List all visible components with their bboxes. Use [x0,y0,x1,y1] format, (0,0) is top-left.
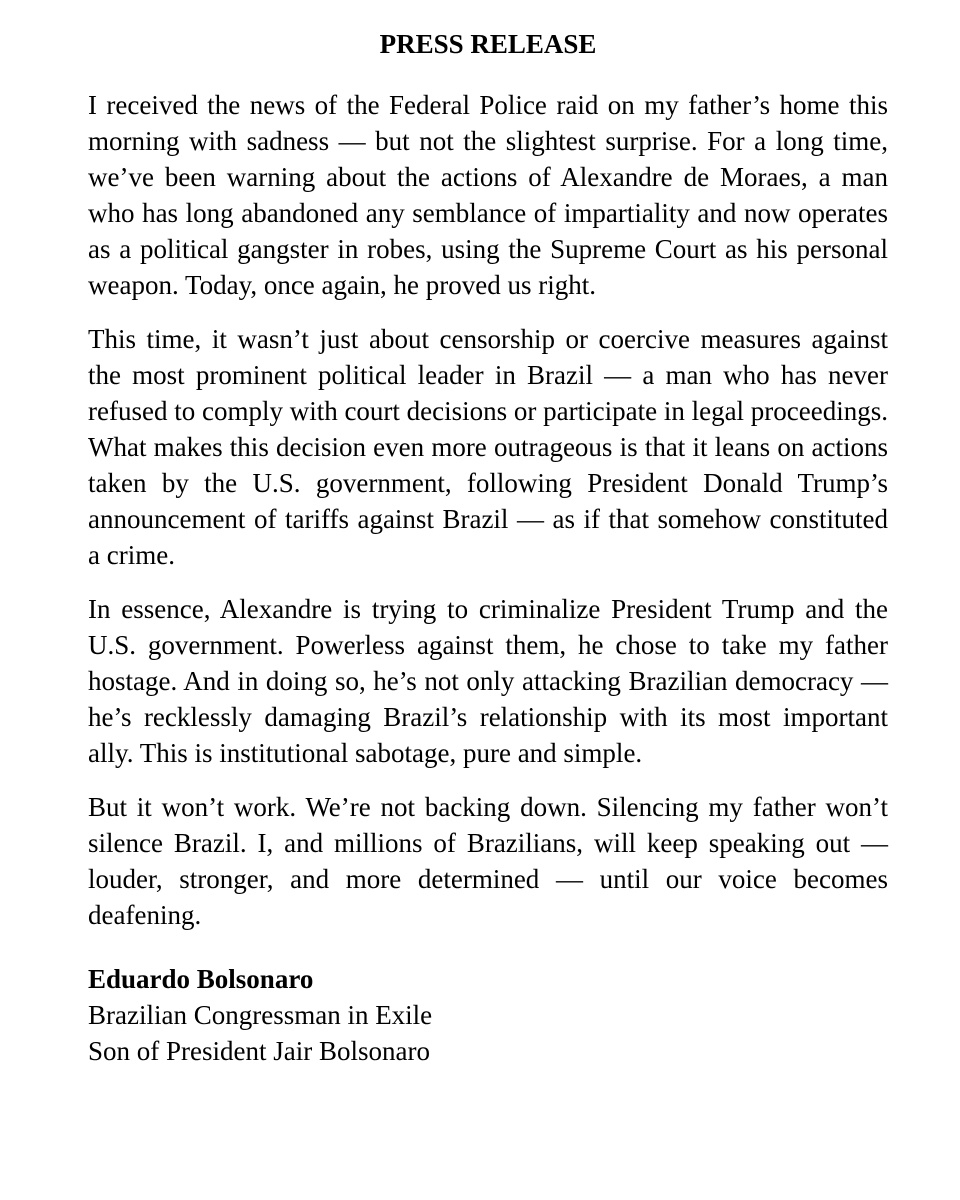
paragraph-1: I received the news of the Federal Police raid on my father’s home this morning with sadness — but not the slightest surprise. For a long time, we’ve been warning about the actions of Alexandre de Moraes, a man who has long abandoned any semblance of impartiality and now operates as a political gangster in robes, using the Supreme Court as his personal weapon. Today, once again, he proved us right. [88,90,888,300]
signature-block [88,961,888,1069]
paragraph-4: But it won’t work. We’re not backing down. Silencing my father won’t silence Brazil. I, and millions of Brazilians, will keep speaking out — louder, stronger, and more determined — until our voice becomes deafening. [88,792,888,930]
press-release-document [88,26,888,1069]
signature-relation: Son of President Jair Bolsonaro [88,1036,430,1066]
signature-name: Eduardo Bolsonaro [88,964,314,994]
signature-title: Brazilian Congressman in Exile [88,1000,433,1030]
document-title: PRESS RELEASE [379,29,597,59]
paragraph-3: In essence, Alexandre is trying to criminalize President Trump and the U.S. government. Powerless against them, he chose to take my father hostage. And in doing so, he’s not only attacking Brazilian democracy — he’s recklessly damaging Brazil’s relationship with its most important ally. This is institutional sabotage, pure and simple. [88,594,888,768]
paragraph-2: This time, it wasn’t just about censorship or coercive measures against the most prominent political leader in Brazil — a man who has never refused to comply with court decisions or participate in legal proceedings. What makes this decision even more outrageous is that it leans on actions taken by the U.S. government, following President Donald Trump’s announcement of tariffs against Brazil — as if that somehow constituted a crime. [88,324,889,570]
